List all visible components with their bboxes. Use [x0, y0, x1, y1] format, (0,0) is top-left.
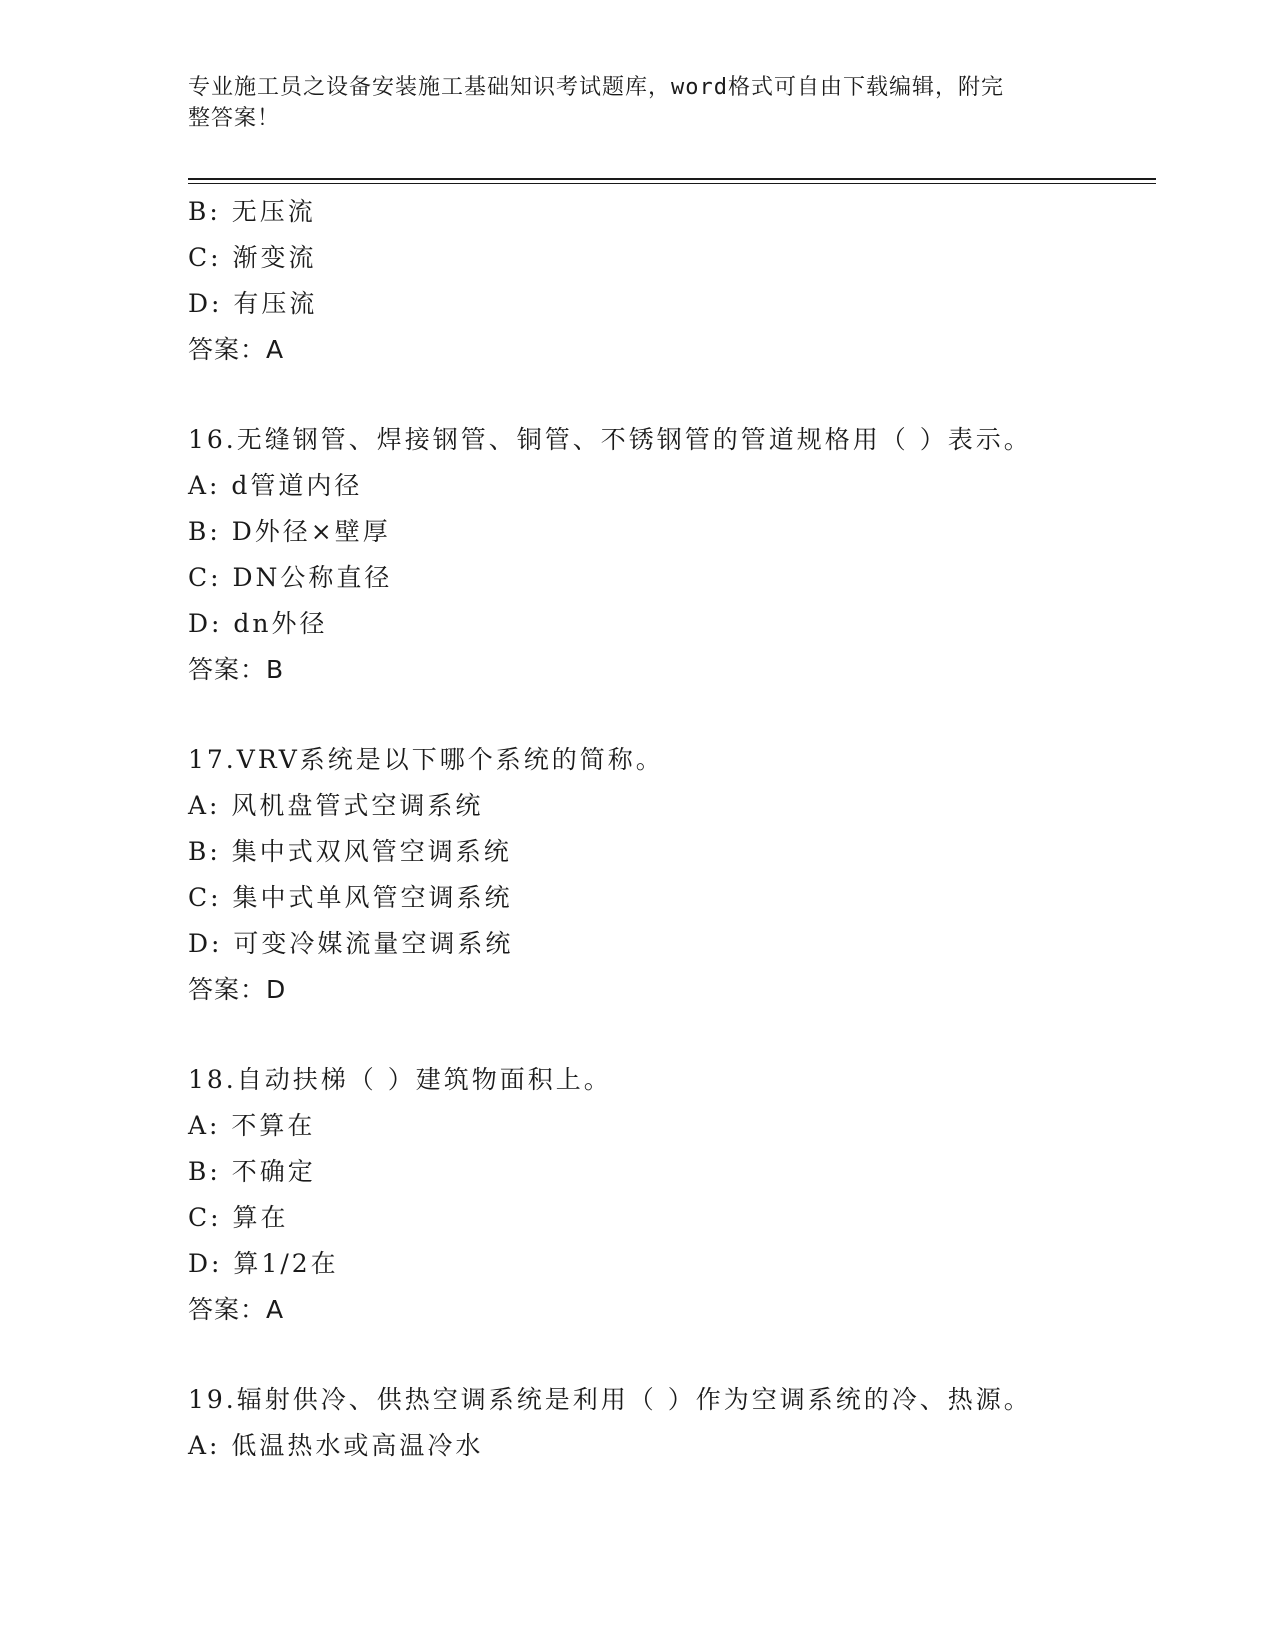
option-c: C: DN公称直径 — [188, 563, 393, 592]
answer-line: 答案：D — [188, 975, 287, 1004]
question-block-19 — [188, 1377, 1156, 1469]
option-b: B: 集中式双风管空调系统 — [188, 837, 512, 866]
question-stem: 16.无缝钢管、焊接钢管、铜管、不锈钢管的管道规格用（ ）表示。 — [188, 425, 1032, 454]
header-title-line-1: 专业施工员之设备安装施工基础知识考试题库，word格式可自由下载编辑，附完 — [188, 75, 1004, 100]
question-stem: 18.自动扶梯（ ）建筑物面积上。 — [188, 1065, 612, 1094]
option-a: A: 不算在 — [188, 1111, 316, 1140]
question-block-16 — [188, 417, 1156, 693]
document-header — [188, 72, 1068, 134]
option-b: B: D外径×壁厚 — [188, 517, 391, 546]
option-a: A: d管道内径 — [188, 471, 363, 500]
answer-line: 答案：A — [188, 1295, 285, 1324]
spacer — [188, 1013, 1156, 1057]
option-d: D: 算1/2在 — [188, 1249, 339, 1278]
spacer — [188, 373, 1156, 417]
option-b: B: 不确定 — [188, 1157, 316, 1186]
question-list — [188, 189, 1156, 1469]
question-stem: 17.VRV系统是以下哪个系统的简称。 — [188, 745, 664, 774]
header-title-line-2: 整答案！ — [188, 106, 281, 131]
option-c: C: 渐变流 — [188, 243, 317, 272]
question-stem: 19.辐射供冷、供热空调系统是利用（ ）作为空调系统的冷、热源。 — [188, 1385, 1032, 1414]
option-d: D: 有压流 — [188, 289, 318, 318]
option-d: D: dn外径 — [188, 609, 328, 638]
answer-line: 答案：B — [188, 655, 285, 684]
option-a: A: 风机盘管式空调系统 — [188, 791, 484, 820]
spacer — [188, 693, 1156, 737]
option-c: C: 集中式单风管空调系统 — [188, 883, 513, 912]
header-divider-thin — [188, 183, 1156, 184]
question-block-15 — [188, 189, 1156, 373]
option-b: B: 无压流 — [188, 197, 316, 226]
option-a: A: 低温热水或高温冷水 — [188, 1431, 484, 1460]
question-block-17 — [188, 737, 1156, 1013]
spacer — [188, 1333, 1156, 1377]
header-divider-thick — [188, 178, 1156, 180]
question-block-18 — [188, 1057, 1156, 1333]
option-d: D: 可变冷媒流量空调系统 — [188, 929, 514, 958]
answer-line: 答案：A — [188, 335, 285, 364]
option-c: C: 算在 — [188, 1203, 289, 1232]
